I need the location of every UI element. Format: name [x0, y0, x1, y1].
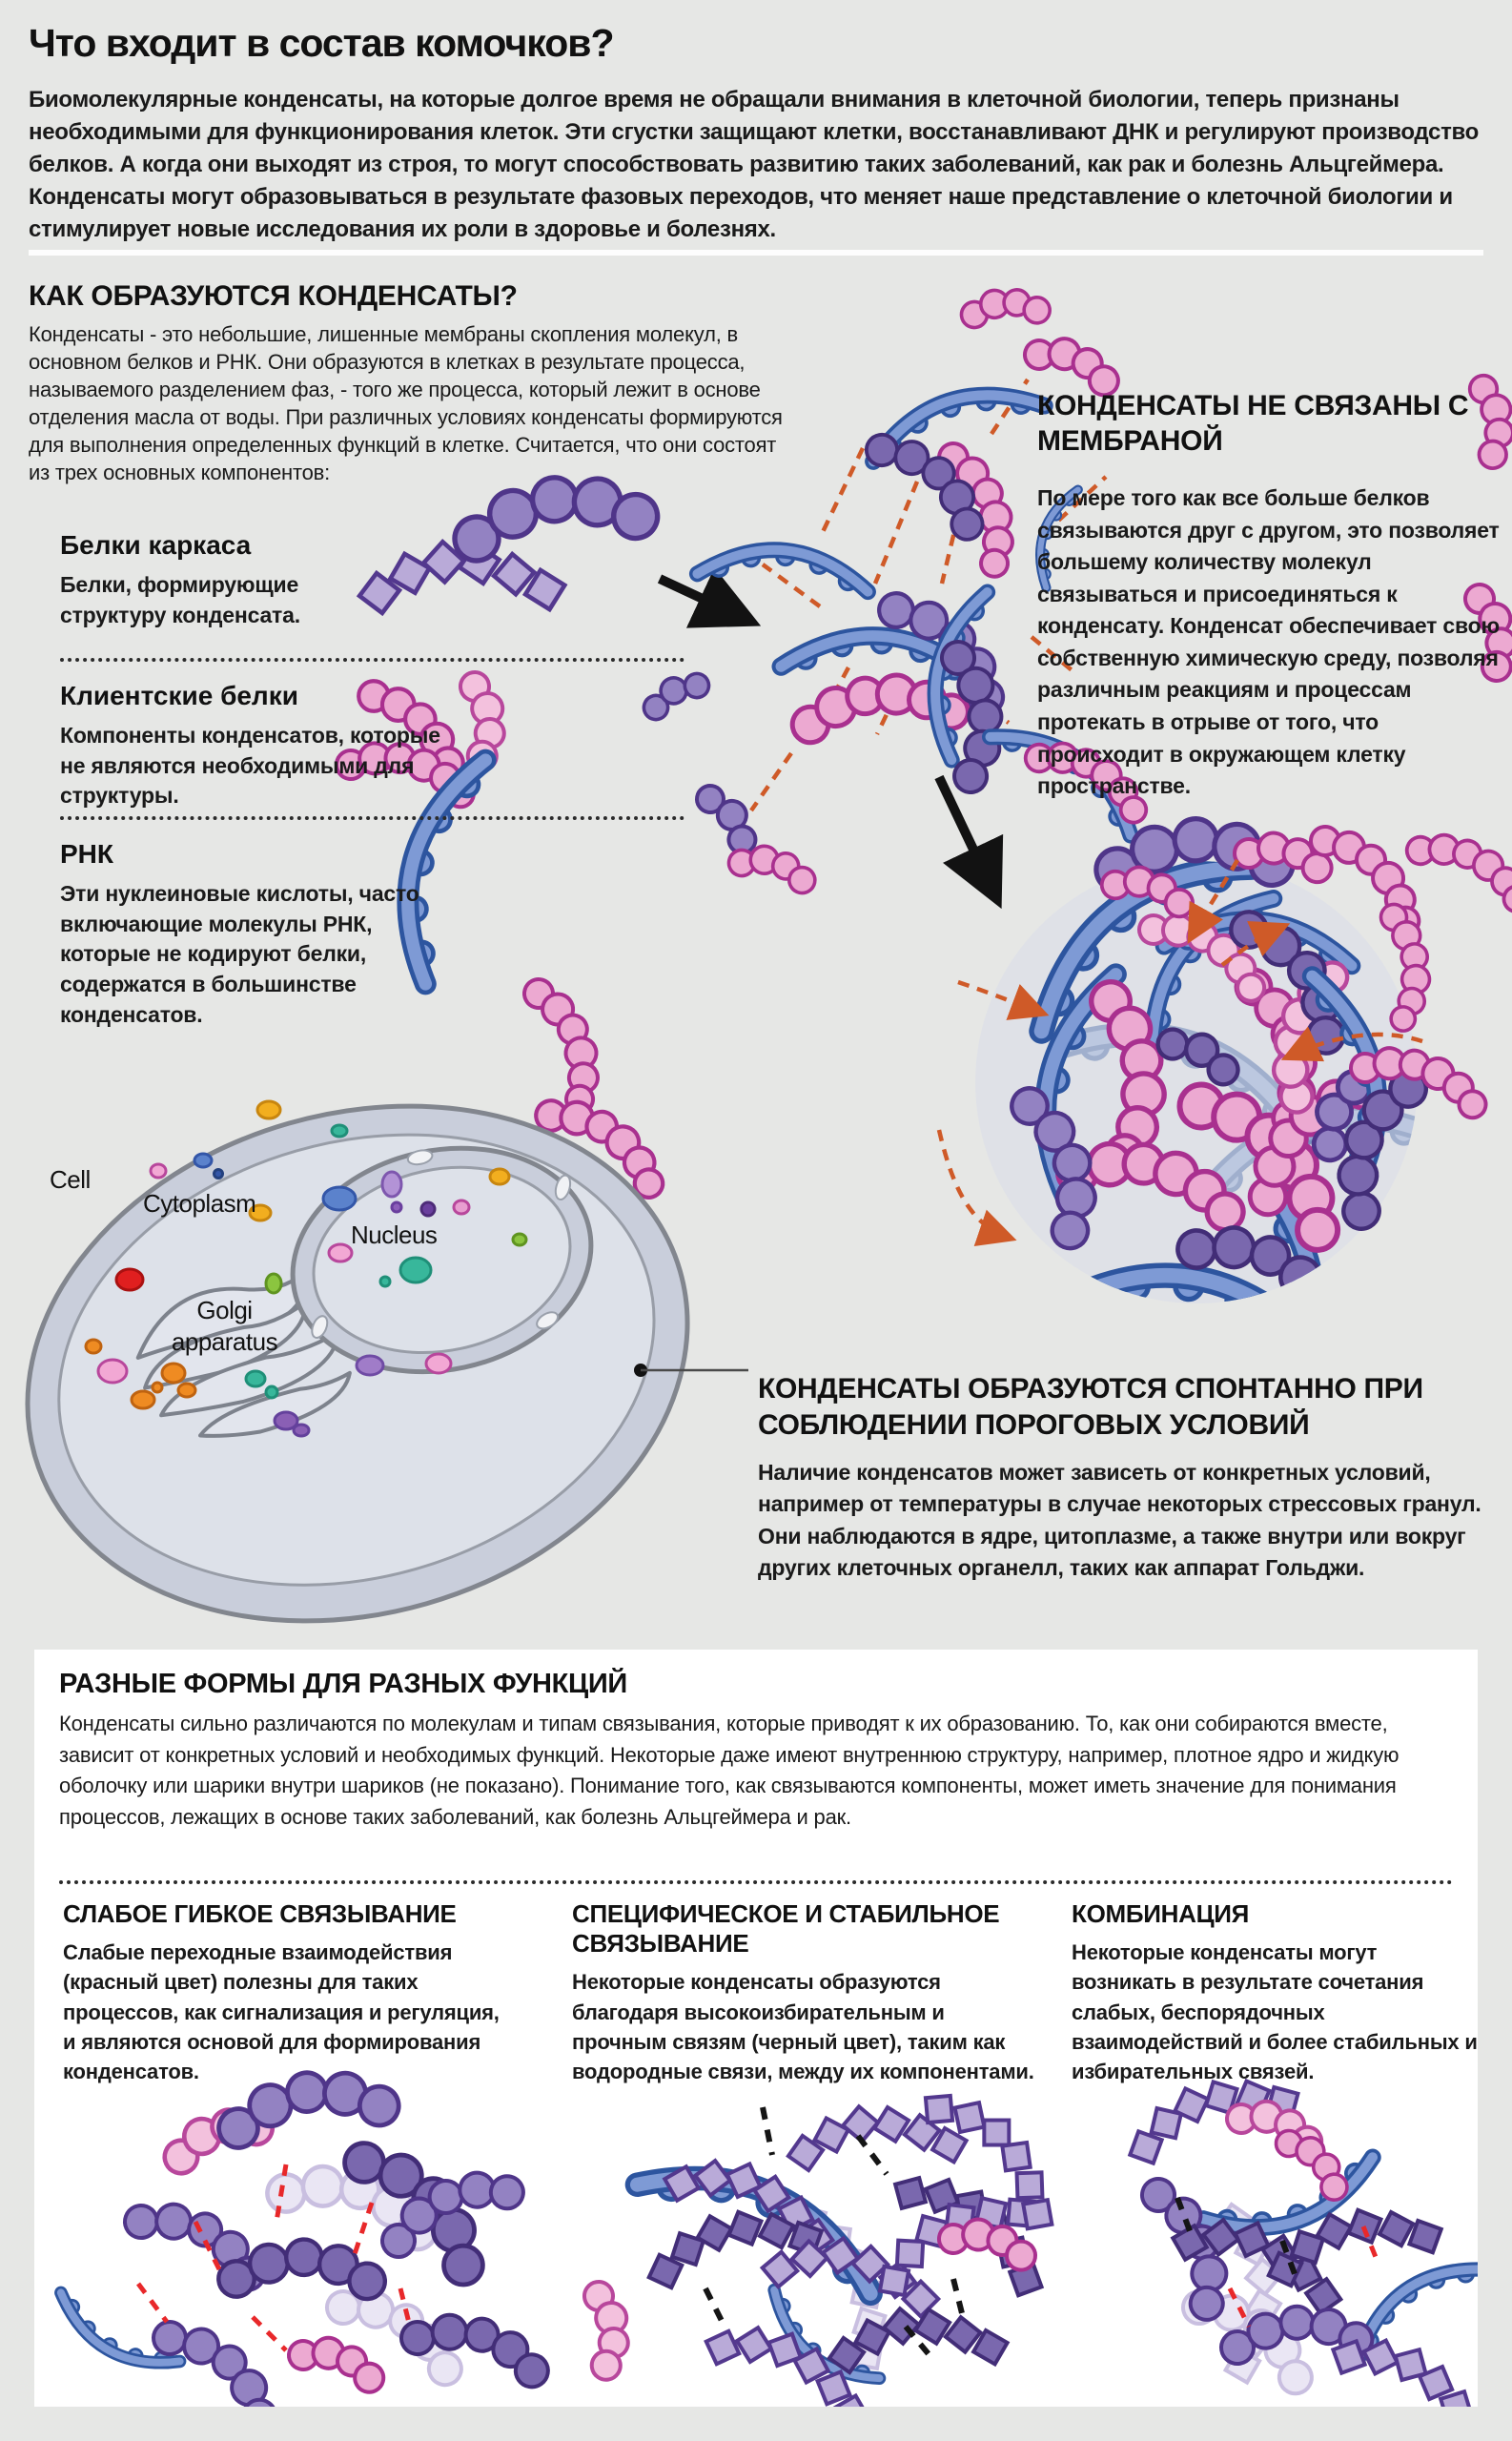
- nucleus-label: Nucleus: [351, 1220, 438, 1249]
- component-rna-desc: Эти нуклеиновые кислоты, часто включающие молекулы РНК, которые не кодируют белки, содержатся в большинстве конденсатов.: [60, 881, 419, 1027]
- arrow-to-network: [660, 579, 744, 618]
- column-specific-binding: [572, 1899, 1035, 2086]
- spontaneous-heading: КОНДЕНСАТЫ ОБРАЗУЮТСЯ СПОНТАННО ПРИ СОБЛЮДЕНИИ ПОРОГОВЫХ УСЛОВИЙ: [758, 1373, 1423, 1441]
- column-weak-binding: [63, 1899, 511, 2086]
- spontaneous-paragraph: Наличие конденсатов может зависеть от конкретных условий, например от температуры в случае некоторых стрессовых гранул. Они наблюдаются в ядре, цитоплазме, а также внутри или вокруг других клеточных органелл, таких как аппарат Гольджи.: [758, 1460, 1481, 1581]
- membrane-free-heading: КОНДЕНСАТЫ НЕ СВЯЗАНЫ С МЕМБРАНОЙ: [1037, 390, 1469, 457]
- column-combination-heading: КОМБИНАЦИЯ: [1072, 1899, 1250, 1928]
- column-specific-body: Некоторые конденсаты образуются благодаря высокоизбирательным и прочным связям (черный цвет), таким как водородные связи, между их компонентами.: [572, 1970, 1034, 2084]
- component-scaffold-desc: Белки, формирующие структуру конденсата.: [60, 572, 300, 627]
- column-specific-heading: СПЕЦИФИЧЕСКОЕ И СТАБИЛЬНОЕ СВЯЗЫВАНИЕ: [572, 1899, 1000, 1959]
- component-rna-name: РНК: [60, 839, 113, 869]
- column-combination-body: Некоторые конденсаты могут возникать в результате сочетания слабых, беспорядочных взаимодействий и более стабильных и избирательных связей.: [1072, 1940, 1478, 2084]
- weak-binding-illustration: [47, 2051, 555, 2407]
- cell-label: Cell: [50, 1165, 91, 1194]
- specific-binding-illustration: [578, 2070, 1086, 2407]
- column-combination: [1072, 1899, 1480, 2086]
- page-title: Что входит в состав комочков?: [29, 21, 614, 65]
- column-weak-body: Слабые переходные взаимодействия (красный цвет) полезны для таких процессов, как сигнализация и регуляция, и являются основой для формирования конденсатов.: [63, 1940, 500, 2084]
- dotted-divider: [59, 1880, 1453, 1884]
- formation-heading: КАК ОБРАЗУЮТСЯ КОНДЕНСАТЫ?: [29, 280, 518, 312]
- column-weak-heading: СЛАБОЕ ГИБКОЕ СВЯЗЫВАНИЕ: [63, 1899, 457, 1928]
- combination-illustration: [1114, 2046, 1478, 2407]
- intro-paragraph: Биомолекулярные конденсаты, на которые долгое время не обращали внимания в клеточной биологии, теперь признаны необходимыми для функционирования клеток. Эти сгустки защищают клетки, восстанавливают ДНК и регулируют производство белков. А когда они выходят из строя, то могут способствовать развитию таких заболеваний, как рак и болезнь Альцгеймера. Конденсаты могут образовываться в результате фазовых переходов, что меняет наше представление о клеточной биологии и стимулирует новые исследования их роли в здоровье и болезнях.: [29, 87, 1480, 243]
- panel-heading: РАЗНЫЕ ФОРМЫ ДЛЯ РАЗНЫХ ФУНКЦИЙ: [59, 1669, 627, 1699]
- panel-paragraph: Конденсаты сильно различаются по молекулам и типам связывания, которые приводят к их образованию. То, как они собираются вместе, зависит от конкретных условий и необходимых функций. Некоторые даже имеют внутреннюю структуру, например, плотное ядро и жидкую оболочку или шарики внутри шариков (не показано). Понимание того, как связываются компоненты, может иметь значение для понимания процессов, лежащих в основе таких заболеваний, как болезнь Альцгеймера и рак.: [59, 1712, 1400, 1829]
- golgi-label: Golgi apparatus: [171, 1296, 278, 1356]
- dotted-divider: [60, 816, 684, 820]
- component-client-desc: Компоненты конденсатов, которые не являются необходимыми для структуры.: [60, 723, 440, 809]
- section-divider: [29, 250, 1483, 256]
- cytoplasm-label: Cytoplasm: [143, 1189, 256, 1218]
- arrow-to-condensate: [939, 777, 993, 892]
- component-client-name: Клиентские белки: [60, 681, 298, 710]
- dotted-divider: [60, 658, 684, 662]
- formation-paragraph: Конденсаты - это небольшие, лишенные мембраны скопления молекул, в основном белков и РНК. Они образуются в клетках в результате процесса, называемого разделением фаз, - того же процесса, который лежит в основе отделения масла от воды. При различных условиях конденсаты формируются для выполнения определенных функций в клетке. Считается, что они состоят из трех основных компонентов:: [29, 322, 783, 485]
- cell-illustration: [0, 1031, 749, 1650]
- shapes-panel: [34, 1650, 1478, 2407]
- membrane-free-paragraph: По мере того как все больше белков связываются друг с другом, это позволяет большему количеству молекул связываться и присоединяться к конденсату. Конденсат обеспечивает свою собственную химическую среду, позволяя различным реакциям и процессам протекать в отрыве от того, что происходит в окружающем клетку пространстве.: [1037, 485, 1500, 799]
- component-scaffold-name: Белки каркаса: [60, 530, 252, 560]
